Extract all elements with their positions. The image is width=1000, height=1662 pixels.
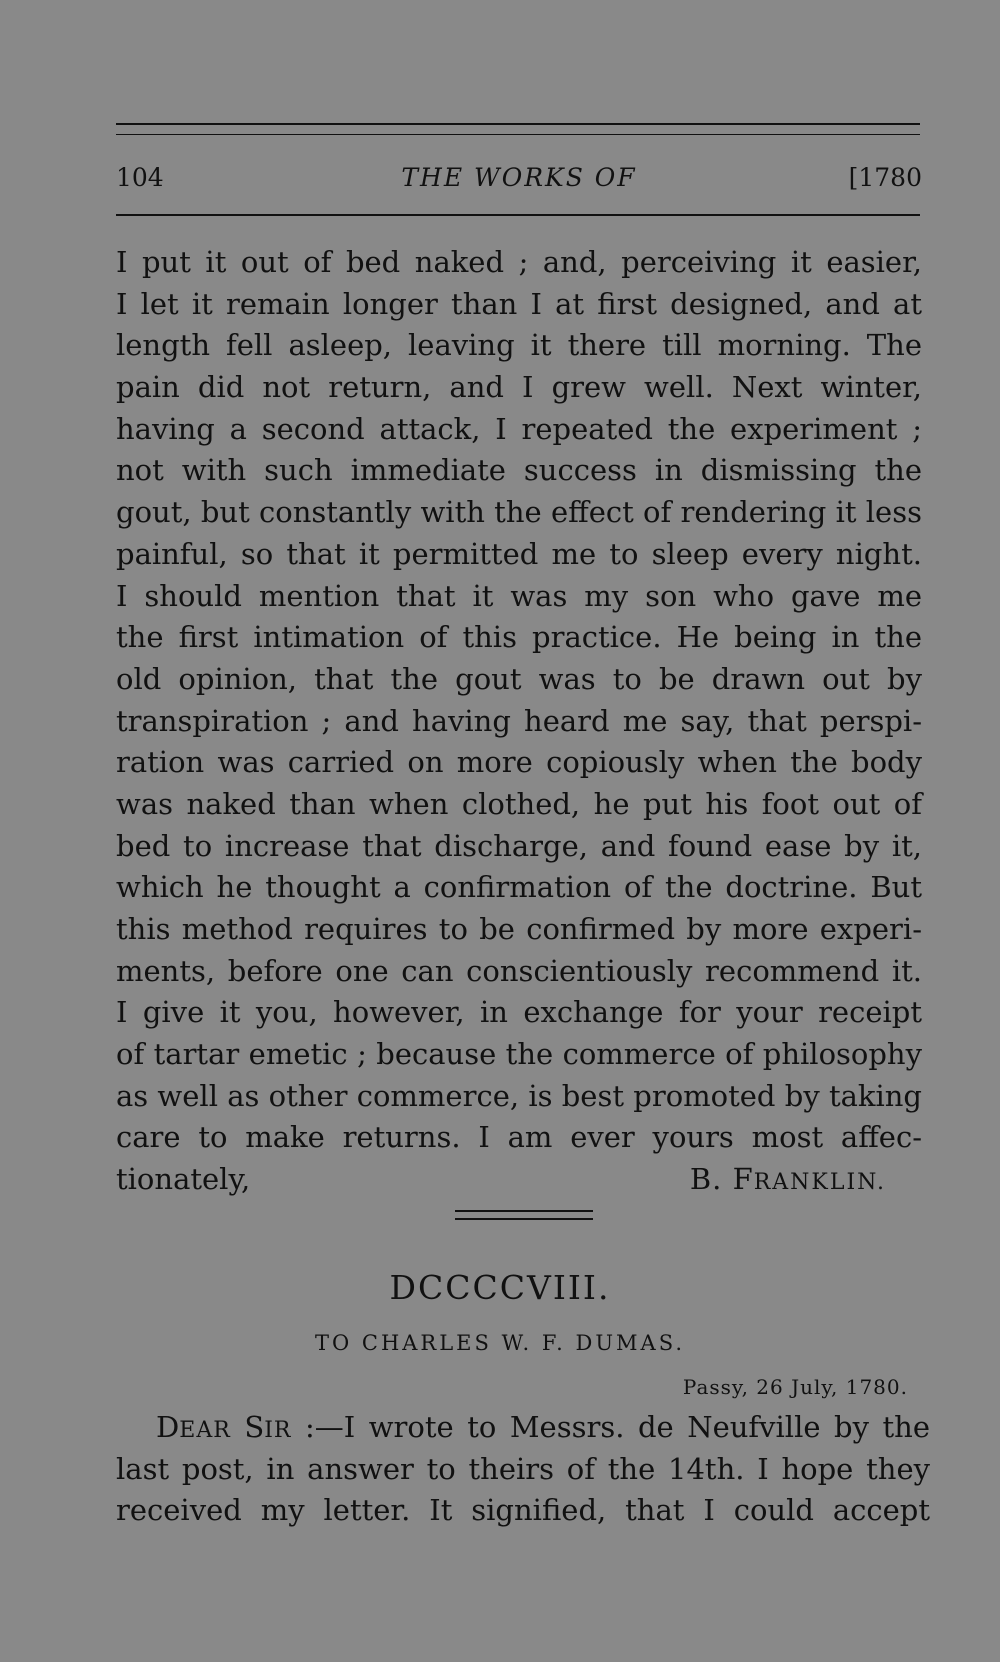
running-header	[116, 158, 922, 198]
text-line: was naked than when clothed, he put his foot out of	[116, 786, 922, 821]
text-line: transpiration ; and having heard me say, that perspi-	[116, 703, 922, 738]
top-rule	[116, 123, 920, 125]
letter-body	[116, 1407, 930, 1532]
dateline-date: , 26 July, 1780.	[741, 1375, 908, 1399]
text-line: bed to increase that discharge, and found ease by it,	[116, 828, 922, 863]
text-line: ments, before one can conscientiously recommend it.	[116, 953, 922, 988]
header-year: [1780	[848, 163, 922, 192]
text-line: the first intimation of this practice. He being in the	[116, 620, 922, 655]
text-line: length fell asleep, leaving it there till morning. The	[116, 328, 922, 363]
text-line: of tartar emetic ; because the commerce of philosophy	[116, 1037, 922, 1072]
text-line: pain did not return, and I grew well. Next winter,	[116, 370, 922, 405]
text-line: last post, in answer to theirs of the 14th. I hope they	[116, 1451, 930, 1486]
salutation-rest: :—I wrote to Messrs. de Neufville by the	[304, 1410, 931, 1444]
salutation-ear: EAR	[179, 1418, 231, 1443]
text-line: not with such immediate success in dismissing the	[116, 453, 922, 488]
text-line: received my letter. It signified, that I could accept	[116, 1493, 930, 1528]
text-line: ration was carried on more copiously when the body	[116, 745, 922, 780]
text-line: old opinion, that the gout was to be drawn out by	[116, 661, 922, 696]
text-line: I give it you, however, in exchange for your receipt	[116, 995, 922, 1030]
salutation-ir: IR	[264, 1418, 292, 1443]
text-line: I put it out of bed naked ; and, perceiving it easier,	[116, 245, 922, 279]
text-line: having a second attack, I repeated the experiment ;	[116, 411, 922, 446]
running-title: THE WORKS OF	[401, 163, 637, 192]
dateline	[683, 1372, 908, 1402]
text-line: I let it remain longer than I at first designed, and at	[116, 286, 922, 321]
text-line: care to make returns. I am ever yours most affec-	[116, 1120, 922, 1155]
letter-recipient: TO CHARLES W. F. DUMAS.	[314, 1331, 686, 1355]
salutation-line	[116, 1407, 930, 1449]
text-line: I should mention that it was my son who gave me	[116, 578, 922, 613]
letter-number: DCCCCVIII.	[389, 1268, 611, 1307]
text-line: gout, but constantly with the effect of rendering it less	[116, 495, 922, 530]
page-number: 104	[116, 163, 164, 192]
text-line: painful, so that it permitted me to sleep every night.	[116, 536, 922, 571]
body-text	[116, 242, 922, 1201]
salutation	[156, 1410, 291, 1444]
header-rule	[116, 214, 920, 216]
section-divider	[455, 1210, 593, 1220]
closing-text: tionately,	[116, 1162, 251, 1197]
text-line: as well as other commerce, is best promoted by taking	[116, 1078, 922, 1113]
dateline-place: Passy	[682, 1375, 742, 1399]
closing-line	[116, 1159, 922, 1201]
salutation-initial-s: S	[244, 1410, 265, 1444]
signature	[690, 1159, 886, 1204]
salutation-initial-d: D	[156, 1410, 180, 1444]
signature-initial: B. F	[689, 1162, 754, 1197]
top-rule-thin	[116, 134, 920, 135]
text-line: this method requires to be confirmed by more experi-	[116, 912, 922, 946]
text-line: which he thought a confirmation of the doctrine. But	[116, 870, 922, 905]
signature-rest: RANKLIN.	[753, 1170, 886, 1196]
